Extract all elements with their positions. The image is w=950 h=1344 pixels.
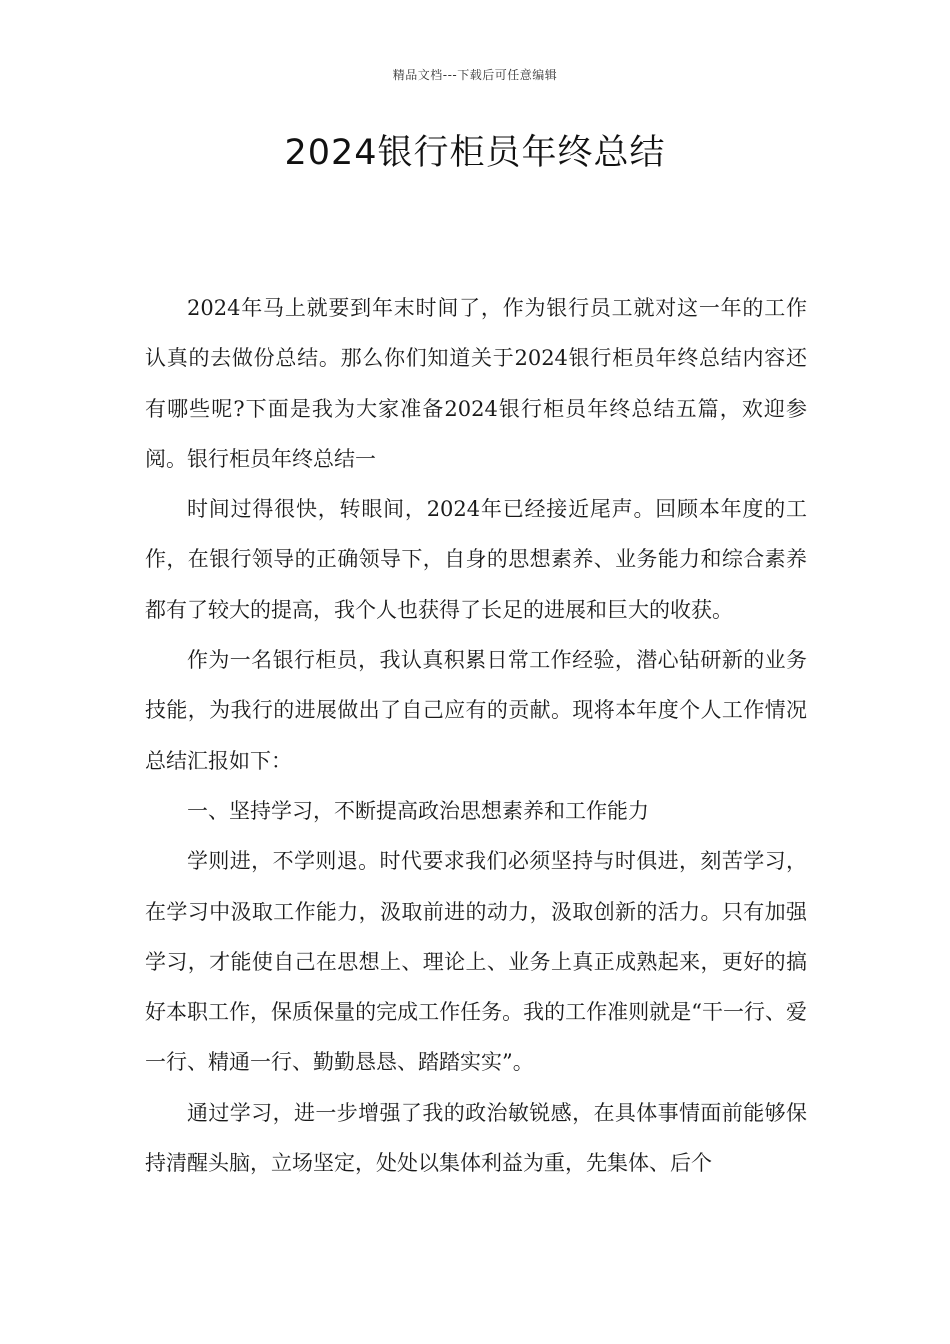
page-title: 2024银行柜员年终总结 bbox=[284, 133, 666, 173]
paragraph: 通过学习，进一步增强了我的政治敏锐感，在具体事情面前能够保持清醒头脑，立场坚定，处处以集体利益为重，先集体、后个 bbox=[145, 1100, 807, 1176]
paragraph: 2024年马上就要到年末时间了，作为银行员工就对这一年的工作认真的去做份总结。那么你们知道关于2024银行柜员年终总结内容还有哪些呢?下面是我为大家准备2024银行柜员年终总结五篇，欢迎参阅。银行柜员年终总结一 bbox=[145, 296, 807, 471]
paragraph: 作为一名银行柜员，我认真积累日常工作经验，潜心钻研新的业务技能，为我行的进展做出了自己应有的贡献。现将本年度个人工作情况总结汇报如下： bbox=[145, 648, 807, 773]
paragraph: 时间过得很快，转眼间，2024年已经接近尾声。回顾本年度的工作，在银行领导的正确领导下，自身的思想素养、业务能力和综合素养都有了较大的提高，我个人也获得了长足的进展和巨大的收获。 bbox=[145, 497, 807, 622]
document-body bbox=[145, 283, 807, 1188]
paragraph: 学则进，不学则退。时代要求我们必须坚持与时俱进，刻苦学习，在学习中汲取工作能力，汲取前进的动力，汲取创新的活力。只有加强学习，才能使自己在思想上、理论上、业务上真正成熟起来，更好的搞好本职工作，保质保量的完成工作任务。我的工作准则就是“干一行、爱一行、精通一行、勤勤恳恳、踏踏实实”。 bbox=[145, 849, 807, 1075]
header-note: 精品文档---下载后可任意编辑 bbox=[392, 68, 558, 82]
section-heading: 一、坚持学习，不断提高政治思想素养和工作能力 bbox=[187, 798, 649, 823]
